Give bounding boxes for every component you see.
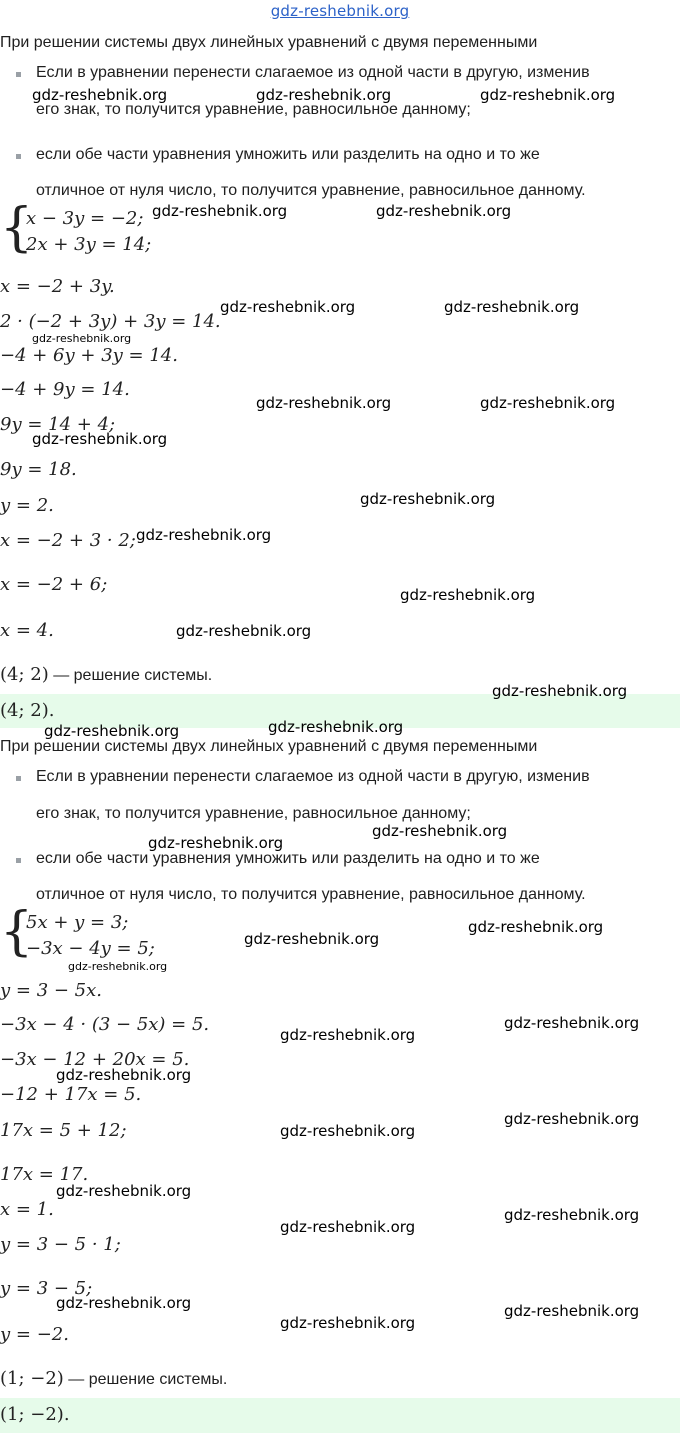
solution-caption: — решение системы.	[63, 1371, 228, 1388]
watermark: gdz-reshebnik.org	[136, 526, 272, 544]
bullet-marker	[16, 154, 21, 159]
solution-step: x = −2 + 3 · 2;	[0, 530, 136, 551]
solution-step: 17x = 5 + 12;	[0, 1120, 127, 1141]
bullet-marker	[16, 776, 21, 781]
solution-step: 2 · (−2 + 3y) + 3y = 14.	[0, 311, 221, 332]
solution-step: x = −2 + 3y.	[0, 276, 115, 297]
solution-step: y = 3 − 5 · 1;	[0, 1234, 121, 1255]
watermark: gdz-reshebnik.org	[504, 1206, 640, 1224]
watermark: gdz-reshebnik.org	[280, 1026, 416, 1044]
watermark: gdz-reshebnik.org	[68, 960, 168, 973]
watermark: gdz-reshebnik.org	[360, 490, 496, 508]
solution-step: y = −2.	[0, 1324, 69, 1345]
watermark: gdz-reshebnik.org	[400, 586, 536, 604]
intro-text: При решении системы двух линейных уравнений с двумя переменными	[0, 738, 538, 755]
watermark: gdz-reshebnik.org	[444, 298, 580, 316]
solution-pair: (4; 2)	[0, 664, 49, 685]
watermark: gdz-reshebnik.org	[504, 1110, 640, 1128]
watermark: gdz-reshebnik.org	[480, 394, 616, 412]
solution-step: −3x − 12 + 20x = 5.	[0, 1049, 190, 1070]
watermark: gdz-reshebnik.org	[244, 930, 380, 948]
system-equation-2: −3x − 4y = 5;	[26, 938, 155, 959]
solution-step: y = 3 − 5;	[0, 1278, 93, 1299]
system-brace: {	[0, 198, 34, 258]
watermark: gdz-reshebnik.org	[148, 834, 284, 852]
solution-step: −4 + 6y + 3y = 14.	[0, 345, 178, 366]
solution-step: x = 1.	[0, 1199, 54, 1220]
watermark: gdz-reshebnik.org	[468, 918, 604, 936]
watermark: gdz-reshebnik.org	[504, 1014, 640, 1032]
rule-1-line-2: его знак, то получится уравнение, равносильное данному;	[36, 805, 471, 822]
system-equation-1: 5x + y = 3;	[26, 912, 129, 933]
rule-2-line-2: отличное от нуля число, то получится уравнение, равносильное данному.	[36, 182, 586, 199]
rule-1-line-1: Если в уравнении перенести слагаемое из одной части в другую, изменив	[36, 64, 590, 81]
rule-1-line-1: Если в уравнении перенести слагаемое из одной части в другую, изменив	[36, 768, 590, 785]
system-brace: {	[0, 902, 34, 962]
rule-2-line-2: отличное от нуля число, то получится уравнение, равносильное данному.	[36, 886, 586, 903]
answer-value: (1; −2).	[0, 1404, 70, 1425]
solution-step: 9y = 14 + 4;	[0, 414, 116, 435]
watermark: gdz-reshebnik.org	[256, 394, 392, 412]
watermark: gdz-reshebnik.org	[152, 202, 288, 220]
solution-step: 17x = 17.	[0, 1164, 89, 1185]
system-equation-1: x − 3y = −2;	[26, 208, 144, 229]
system-equation-2: 2x + 3y = 14;	[26, 234, 152, 255]
watermark: gdz-reshebnik.org	[56, 1294, 192, 1312]
bullet-marker	[16, 72, 21, 77]
watermark: gdz-reshebnik.org	[280, 1314, 416, 1332]
answer-box	[0, 1398, 680, 1433]
watermark: gdz-reshebnik.org	[504, 1302, 640, 1320]
watermark: gdz-reshebnik.org	[44, 722, 180, 740]
site-header-link[interactable]: gdz-reshebnik.org	[270, 2, 410, 20]
solution-statement	[0, 664, 212, 685]
solution-pair: (1; −2)	[0, 1368, 64, 1389]
solution-step: 9y = 18.	[0, 459, 77, 480]
watermark: gdz-reshebnik.org	[376, 202, 512, 220]
watermark: gdz-reshebnik.org	[56, 1066, 192, 1084]
watermark: gdz-reshebnik.org	[480, 86, 616, 104]
rule-2-line-1: если обе части уравнения умножить или разделить на одно и то же	[36, 146, 540, 163]
solution-step: y = 2.	[0, 495, 54, 516]
solution-step: −3x − 4 · (3 − 5x) = 5.	[0, 1014, 210, 1035]
watermark: gdz-reshebnik.org	[56, 1182, 192, 1200]
watermark: gdz-reshebnik.org	[176, 622, 312, 640]
watermark: gdz-reshebnik.org	[280, 1218, 416, 1236]
solution-step: y = 3 − 5x.	[0, 980, 102, 1001]
solution-step: x = 4.	[0, 620, 54, 641]
watermark: gdz-reshebnik.org	[256, 86, 392, 104]
solution-caption: — решение системы.	[48, 667, 213, 684]
watermark: gdz-reshebnik.org	[372, 822, 508, 840]
watermark: gdz-reshebnik.org	[268, 718, 404, 736]
solution-statement	[0, 1368, 227, 1389]
solution-step: −4 + 9y = 14.	[0, 379, 130, 400]
answer-value: (4; 2).	[0, 700, 55, 721]
watermark: gdz-reshebnik.org	[32, 430, 168, 448]
rule-2-line-1: если обе части уравнения умножить или разделить на одно и то же	[36, 850, 540, 867]
watermark: gdz-reshebnik.org	[492, 682, 628, 700]
watermark: gdz-reshebnik.org	[32, 86, 168, 104]
watermark: gdz-reshebnik.org	[280, 1122, 416, 1140]
solution-step: −12 + 17x = 5.	[0, 1084, 142, 1105]
solution-step: x = −2 + 6;	[0, 574, 108, 595]
watermark: gdz-reshebnik.org	[220, 298, 356, 316]
rule-1-line-2: его знак, то получится уравнение, равносильное данному;	[36, 101, 471, 118]
bullet-marker	[16, 858, 21, 863]
answer-box	[0, 694, 680, 728]
watermark: gdz-reshebnik.org	[32, 332, 132, 345]
intro-text: При решении системы двух линейных уравнений с двумя переменными	[0, 34, 538, 51]
